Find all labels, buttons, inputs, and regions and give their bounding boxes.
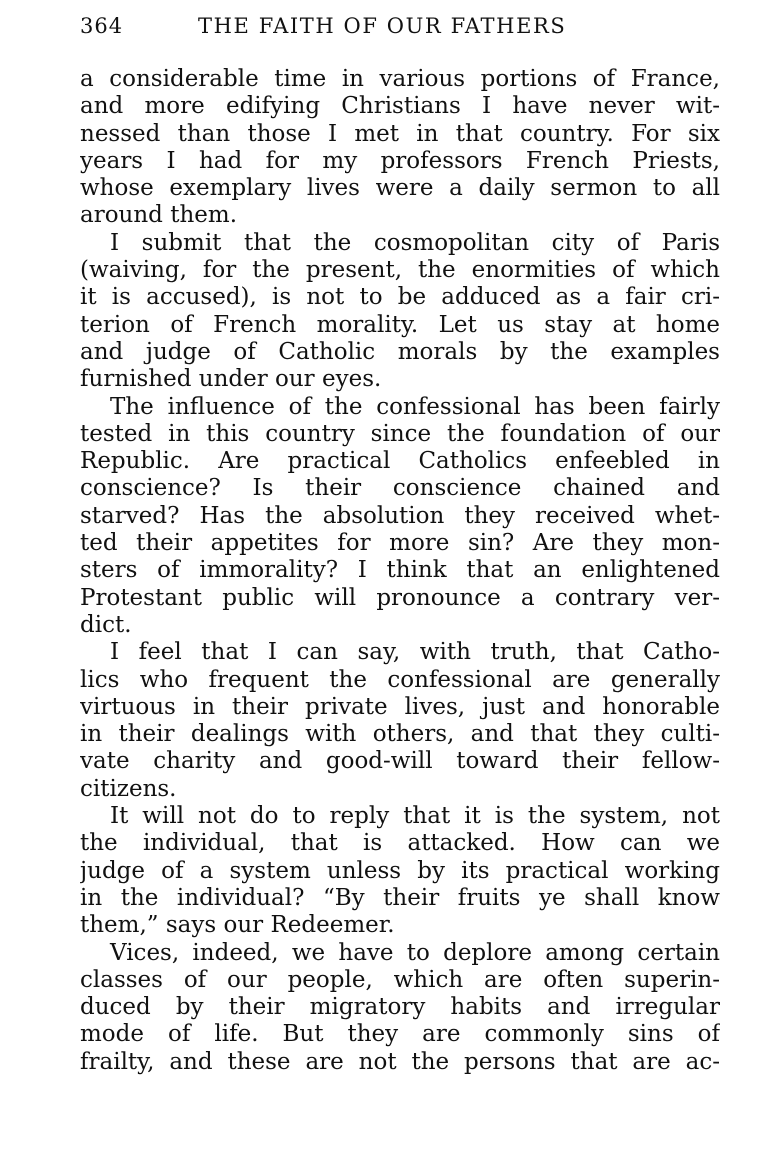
text-line: whose exemplary lives were a daily sermon to all (80, 175, 720, 202)
text-line: judge of a system unless by its practical working (80, 857, 720, 884)
text-line: vate charity and good-will toward their fellow- (80, 748, 720, 775)
text-line: It will not do to reply that it is the system, not (110, 803, 720, 830)
text-line: I feel that I can say, with truth, that Catho- (110, 639, 720, 666)
text-line: tested in this country since the foundation of our (80, 420, 720, 447)
text-line: sters of immorality? I think that an enlightened (80, 557, 720, 584)
text-line: and judge of Catholic morals by the examples (80, 338, 720, 365)
text-line: it is accused), is not to be adduced as a fair cri- (80, 284, 720, 311)
text-line: Republic. Are practical Catholics enfeebled in (80, 448, 720, 475)
text-line: virtuous in their private lives, just and honorable (80, 693, 720, 720)
text-line: I submit that the cosmopolitan city of Paris (110, 229, 720, 256)
text-line: in their dealings with others, and that they culti- (80, 721, 720, 748)
text-line: lics who frequent the confessional are generally (80, 666, 720, 693)
text-line: terion of French morality. Let us stay at home (80, 311, 720, 338)
running-title: THE FAITH OF OUR FATHERS (198, 14, 567, 38)
text-line: starved? Has the absolution they received whet- (80, 502, 720, 529)
text-line: nessed than those I met in that country. For six (80, 120, 720, 147)
text-line: furnished under our eyes. (80, 366, 382, 393)
text-line: a considerable time in various portions of France, (80, 66, 720, 92)
text-line: years I had for my professors French Priests, (80, 147, 720, 174)
text-line: conscience? Is their conscience chained and (80, 475, 720, 502)
running-head (80, 14, 720, 48)
text-line: (waiving, for the present, the enormities of which (80, 257, 720, 284)
text-line: mode of life. But they are commonly sins of (80, 1021, 720, 1048)
text-line: Vices, indeed, we have to deplore among certain (110, 939, 720, 966)
text-line: and more edifying Christians I have never wit- (80, 93, 720, 120)
text-line: frailty, and these are not the persons that are ac- (80, 1048, 720, 1075)
text-line: them,” says our Redeemer. (80, 912, 395, 939)
text-line: classes of our people, which are often superin- (80, 966, 720, 993)
text-line: duced by their migratory habits and irregular (80, 994, 720, 1021)
body-text (80, 66, 720, 1076)
text-line: around them. (80, 202, 238, 229)
text-line: Protestant public will pronounce a contrary ver- (80, 584, 720, 611)
text-line: citizens. (80, 775, 177, 802)
text-line: dict. (80, 611, 132, 638)
page-number: 364 (80, 14, 124, 38)
text-line: The influence of the confessional has been fairly (110, 393, 720, 420)
text-line: in the individual? “By their fruits ye shall know (80, 884, 720, 911)
text-line: the individual, that is attacked. How can we (80, 830, 720, 857)
text-line: ted their appetites for more sin? Are they mon- (80, 530, 720, 557)
